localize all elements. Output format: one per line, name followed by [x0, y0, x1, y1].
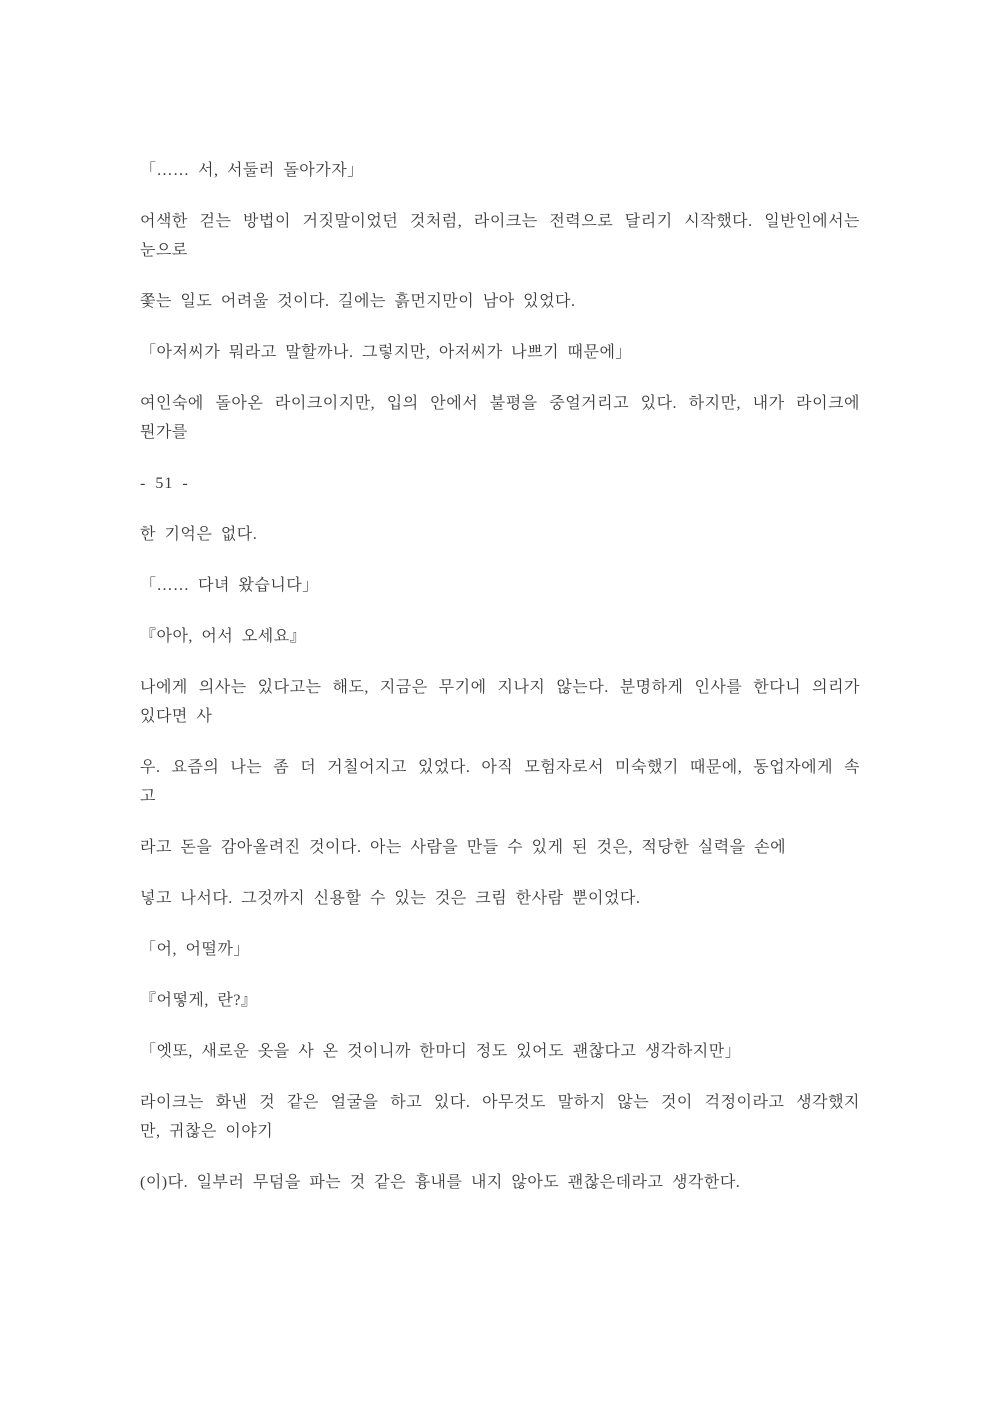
text-line: 어색한 걷는 방법이 거짓말이었던 것처럼, 라이크는 전력으로 달리기 시작했다. 일반인에서는: [140, 213, 860, 230]
text-line: 있다면 사: [140, 708, 213, 725]
paragraph: [140, 207, 860, 265]
paragraph: [140, 389, 860, 447]
text-line: 라고 돈을 감아올려진 것이다. 아는 사람을 만들 수 있게 된 것은, 적당한 실력을 손에: [140, 839, 787, 856]
text-line: 눈으로: [140, 242, 188, 259]
paragraph: [140, 935, 860, 964]
text-line: 「엣또, 새로운 옷을 사 온 것이니까 한마디 정도 있어도 괜찮다고 생각하지만」: [140, 1043, 742, 1060]
text-line: 라이크는 화낸 것 같은 얼굴을 하고 있다. 아무것도 말하지 않는 것이 걱정이라고 생각했지: [140, 1094, 860, 1111]
text-line: 한 기억은 없다.: [140, 526, 258, 543]
text-line: 「…… 다녀 왔습니다」: [140, 577, 319, 594]
text-line: 「어, 어떨까」: [140, 941, 250, 958]
text-line: 「…… 서, 서둘러 돌아가자」: [140, 162, 364, 179]
text-line: (이)다. 일부러 무덤을 파는 것 같은 흉내를 내지 않아도 괜찮은데라고 생각한다.: [140, 1174, 741, 1191]
document-body: [140, 156, 860, 1219]
text-line: 『어떻게, 란?』: [140, 992, 258, 1009]
paragraph: [140, 571, 860, 600]
text-line: 넣고 나서다. 그것까지 신용할 수 있는 것은 크림 한사람 뿐이었다.: [140, 890, 641, 907]
paragraph: [140, 833, 860, 862]
text-line: 쫓는 일도 어려울 것이다. 길에는 흙먼지만이 남아 있었다.: [140, 293, 576, 310]
page-number: [140, 469, 860, 498]
text-line: 뭔가를: [140, 424, 188, 441]
paragraph: [140, 622, 860, 651]
text-line: 우. 요즘의 나는 좀 더 거칠어지고 있었다. 아직 모험자로서 미숙했기 때문에, 동업자에게 속: [140, 759, 860, 776]
paragraph: [140, 986, 860, 1015]
paragraph: [140, 1088, 860, 1146]
paragraph: [140, 287, 860, 316]
paragraph: [140, 1168, 860, 1197]
text-line: 만, 귀찮은 이야기: [140, 1123, 274, 1140]
paragraph: [140, 156, 860, 185]
paragraph: [140, 884, 860, 913]
text-line: 『아아, 어서 오세요』: [140, 628, 307, 645]
paragraph: [140, 520, 860, 549]
text-line: - 51 -: [140, 475, 189, 492]
text-line: 고: [140, 788, 156, 805]
paragraph: [140, 673, 860, 731]
paragraph: [140, 1037, 860, 1066]
text-line: 여인숙에 돌아온 라이크이지만, 입의 안에서 불평을 중얼거리고 있다. 하지만, 내가 라이크에: [140, 395, 860, 412]
paragraph: [140, 753, 860, 811]
text-line: 「아저씨가 뭐라고 말할까나. 그렇지만, 아저씨가 나쁘기 때문에」: [140, 344, 632, 361]
text-line: 나에게 의사는 있다고는 해도, 지금은 무기에 지나지 않는다. 분명하게 인사를 한다니 의리가: [140, 679, 860, 696]
paragraph: [140, 338, 860, 367]
